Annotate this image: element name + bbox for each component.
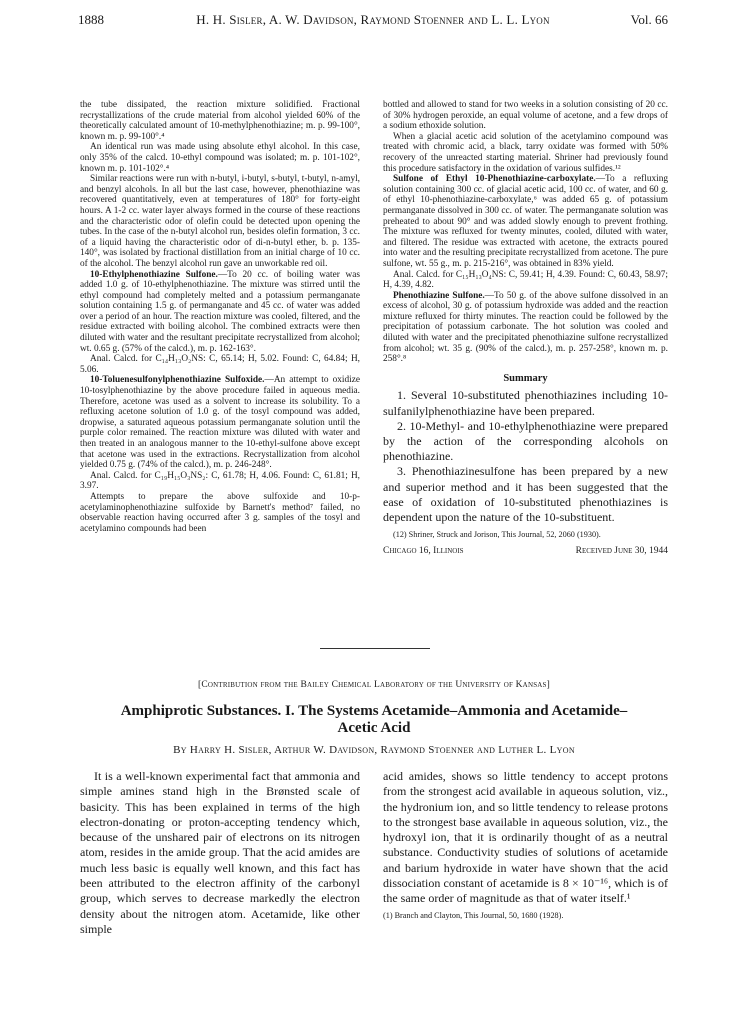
article-title: Amphiprotic Substances. I. The Systems Acetamide–Ammonia and Acetamide– Acetic Acid xyxy=(120,703,628,736)
running-header xyxy=(78,12,668,28)
section-heading: 10-Toluenesulfonylphenothiazine Sulfoxide. xyxy=(90,375,265,386)
article-authors: By Harry H. Sisler, Arthur W. Davidson, Raymond Stoenner and Luther L. Lyon xyxy=(173,744,575,756)
analysis: Anal. Calcd. for C₁₄H₁₃O₂NS: C, 65.14; H, 5.02. Found: C, 64.84; H, 5.06. xyxy=(80,354,360,375)
section-heading: 10-Ethylphenothiazine Sulfone. xyxy=(90,269,218,280)
analysis: Anal. Calcd. for C₁₅H₁₃O₄NS: C, 59.41; H, 4.39. Found: C, 60.43, 58.97; H, 4.39, 4.82. xyxy=(383,269,668,291)
running-head: H. H. Sisler, A. W. Davidson, Raymond Stoenner and L. L. Lyon xyxy=(196,12,550,27)
paragraph: 10-Toluenesulfonylphenothiazine Sulfoxide.—An attempt to oxidize 10-tosylphenothiazine by the above procedure failed in aqueous media. Therefore, acetone was used as a solvent to increase its solubility. To a refluxing acetone solution of 1.0 g. of the tosyl compound was added, dropwise, a saturated aqueous potassium permanganate solution until the purple color remained. The reaction mixture was diluted with water and then treated in an analogous manner to the 10-ethyl-sulfone above except that acetone was used in the extractions. Recrystallization from alcohol yielded 0.75 g. (74% of the calcd.), m. p. 246-248°. xyxy=(80,375,361,471)
article-paragraph: acid amides, shows so little tendency to accept protons from the strongest acid available in aqueous solution, viz., the hydronium ion, and so little tendency to release protons to the strongest base available in aqueous solution, viz., the hydroxyl ion, that it is ordinarily thought of as a neutral substance. Conductivity studies of solutions of acetamide and barium hydroxide in water have shown that the acid dissociation constant of acetamide is 8 × 10⁻¹⁶, which is of the same order of magnitude as that of water itself.¹ xyxy=(383,769,668,906)
section-heading: Sulfone of Ethyl 10-Phenothiazine-carboxylate. xyxy=(393,174,596,185)
paragraph: Attempts to prepare the above sulfoxide and 10-p-acetylaminophenothiazine sulfoxide by Barnett's method⁷ failed, no observable reaction having occurred after 3 g. samples of the tosyl and acetylamino compounds had been xyxy=(80,491,360,534)
footnote: (1) Branch and Clayton, This Journal, 50, 1680 (1928). xyxy=(383,910,564,920)
right-column xyxy=(383,100,668,557)
summary-item: 2. 10-Methyl- and 10-ethylphenothiazine were prepared by the action of the corresponding alcohols on phenothiazine. xyxy=(383,418,668,464)
paragraph: When a glacial acetic acid solution of the acetylamino compound was treated with chromic acid, a black, tarry oxidate was formed with 50% recovery of the unreacted starting material. Shriner had previously found this procedure satisfactory in the oxidation of various sulfides.¹² xyxy=(383,131,668,174)
section-divider xyxy=(320,648,430,649)
article-left-column xyxy=(80,769,360,937)
received-line xyxy=(383,546,668,557)
left-column xyxy=(80,100,360,534)
summary-item: 3. Phenothiazinesulfone has been prepared by a new and superior method and it has been suggested that the ease of oxidation of 10-substituted phenothiazines is dependent upon the nature of the 10-substituent. xyxy=(383,464,668,525)
summary xyxy=(383,388,668,525)
summary-heading: Summary xyxy=(503,372,548,384)
volume-label: Vol. 66 xyxy=(630,12,668,27)
paragraph: Sulfone of Ethyl 10-Phenothiazine-carboxylate.—To a refluxing solution containing 300 cc. of glacial acetic acid, 100 cc. of water, and 60 g. of ethyl 10-phenothiazine-carboxylate,⁶ was added 65 g. of potassium permanganate dissolved in 300 cc. of water. The permanganate solution was preheated to about 90° and was added slowly enough to prevent frothing. The mixture was refluxed for twenty minutes, cooled, diluted with water, and filtered. The residue was extracted with acetone, the extracts poured into water and the resulting precipitate recrystallized from acetone. The pure sulfone, wt. 55 g., m. p. 215-216°, was obtained in 83% yield. xyxy=(383,174,668,269)
paragraph: 10-Ethylphenothiazine Sulfone.—To 20 cc. of boiling water was added 1.0 g. of 10-ethylphenothiazine. The mixture was stirred until the ethyl compound had completely melted and a potassium permanganate solution containing 1.5 g. of permanganate and 45 cc. of water was added over a period of an hour. The reaction mixture was cooled, filtered, and the residue extracted with boiling alcohol. The combined extracts were then diluted with water and the resultant precipitate recrystallized from alcohol; wt. 0.65 g. (57% of the calcd.), m. p. 162-163°. xyxy=(80,269,360,354)
footnote: (12) Shriner, Struck and Jorison, This Journal, 52, 2060 (1930). xyxy=(393,530,601,540)
paragraph: bottled and allowed to stand for two weeks in a solution consisting of 20 cc. of 30% hydrogen peroxide, an equal volume of acetone, and a few drops of a sodium ethoxide solution. xyxy=(383,100,668,132)
paragraph: An identical run was made using absolute ethyl alcohol. In this case, only 35% of the calcd. 10-ethyl compound was isolated; m. p. 101-102°, known m. p. 101-102°.⁴ xyxy=(80,142,360,174)
article-right-column xyxy=(383,769,668,921)
paragraph: the tube dissipated, the reaction mixture solidified. Fractional recrystallizations of the crude material from alcohol yielded 60% of the theoretically calculated amount of 10-methylphenothiazine; m. p. 99-100°, known m. p. 99-100°.⁴ xyxy=(80,100,360,142)
summary-item: 1. Several 10-substituted phenothiazines including 10-sulfanilylphenothiazine have been prepared. xyxy=(383,388,668,418)
place: Chicago 16, Illinois xyxy=(383,546,464,557)
paragraph: Similar reactions were run with n-butyl, i-butyl, s-butyl, t-butyl, n-amyl, and benzyl alcohols. In all but the last case, however, phenothiazine was recovered quantitatively, even at temperatures of 180° for forty-eight hours. A 1-2 cc. water layer always formed in the course of these reactions and the characteristic odor of olefin could be detected upon opening the tubes. In the case of the n-butyl alcohol run, besides olefin formation, 3 cc. of a liquid having the characteristic odor of di-n-butyl ether, b. p. 135-140°, was isolated by fractional distillation from an initial charge of 10 cc. of the alcohol. The benzyl alcohol run gave an unworkable red oil. xyxy=(80,174,360,269)
page-number: 1888 xyxy=(78,12,104,27)
paragraph: Phenothiazine Sulfone.—To 50 g. of the above sulfone dissolved in an excess of alcohol, 30 g. of potassium hydroxide was added and the reaction mixture refluxed for thirty minutes. The reaction could be followed by the precipitation of potassium carbonate. The hot solution was cooled and diluted with water and the precipitated phenothiazine sulfone recrystallized from alcohol; wt. 35 g. (90% of the calcd.), m. p. 257-258°, known m. p. 258°.⁸ xyxy=(383,290,668,365)
section-heading: Phenothiazine Sulfone. xyxy=(393,290,485,301)
article-paragraph: It is a well-known experimental fact that ammonia and simple amines stand high in the Brønsted scale of basicity. This has been explained in terms of the high electron-donating or proton-accepting tendency which, because of the unshared pair of electrons on its nitrogen atom, resides in the amide group. That the acid amides are much less basic is equally well known, and this fact has been attributed to the electron affinity of the carbonyl group, which serves to decrease markedly the electron density about the nitrogen atom. Acetamide, like other simple xyxy=(80,769,360,936)
received-date: Received June 30, 1944 xyxy=(575,546,668,557)
analysis: Anal. Calcd. for C₁₉H₁₅O₃NS₂: C, 61.78; H, 4.06. Found: C, 61.81; H, 3.97. xyxy=(80,470,360,492)
contribution-line: [Contribution from the Bailey Chemical Laboratory of the University of Kansas] xyxy=(197,680,551,690)
